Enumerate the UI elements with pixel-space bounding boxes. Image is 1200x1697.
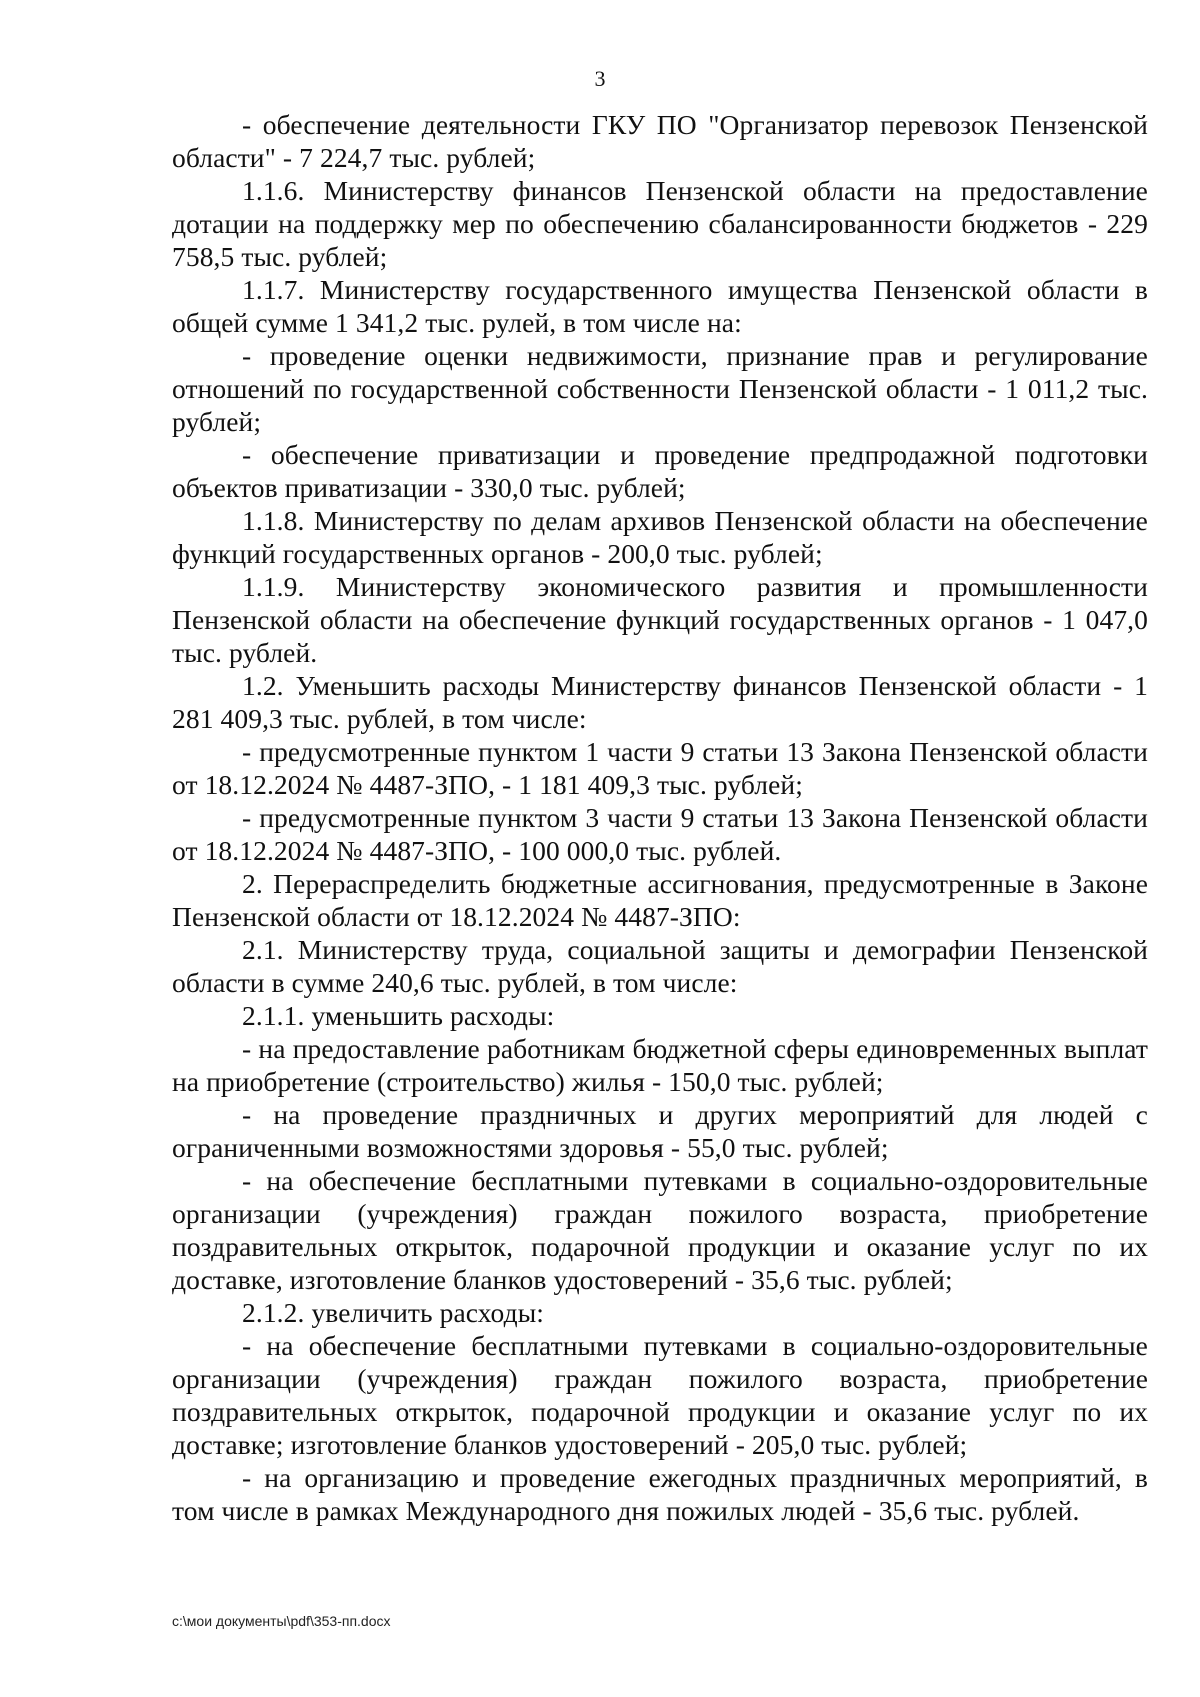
paragraph: - на организацию и проведение ежегодных праздничных мероприятий, в том числе в рамках Международного дня пожилых людей - 35,6 тыс. рублей. [172, 1462, 1148, 1526]
paragraph: 2. Перераспределить бюджетные ассигнования, предусмотренные в Законе Пензенской области от 18.12.2024 № 4487-ЗПО: [172, 868, 1148, 932]
paragraph: 2.1.1. уменьшить расходы: [242, 1000, 555, 1031]
paragraph: - предусмотренные пунктом 3 части 9 статьи 13 Закона Пензенской области от 18.12.2024 № 4487-ЗПО, - 100 000,0 тыс. рублей. [172, 802, 1148, 866]
paragraph: - обеспечение приватизации и проведение предпродажной подготовки объектов приватизации - 330,0 тыс. рублей; [172, 439, 1148, 503]
paragraph: - предусмотренные пунктом 1 части 9 статьи 13 Закона Пензенской области от 18.12.2024 № 4487-ЗПО, - 1 181 409,3 тыс. рублей; [172, 736, 1148, 800]
paragraph: 1.1.6. Министерству финансов Пензенской области на предоставление дотации на поддержку мер по обеспечению сбалансированности бюджетов - 229 758,5 тыс. рублей; [172, 175, 1148, 272]
paragraph: 1.1.8. Министерству по делам архивов Пензенской области на обеспечение функций государственных органов - 200,0 тыс. рублей; [172, 505, 1148, 569]
document-body [172, 108, 1148, 1527]
paragraph: 2.1.2. увеличить расходы: [242, 1297, 545, 1328]
paragraph: - на обеспечение бесплатными путевками в социально-оздоровительные организации (учреждения) граждан пожилого возраста, приобретение поздравительных открыток, подарочной продукции и оказание услуг по их доставке; изготовление бланков удостоверений - 205,0 тыс. рублей; [172, 1330, 1148, 1460]
paragraph: - обеспечение деятельности ГКУ ПО "Организатор перевозок Пензенской области" - 7 224,7 тыс. рублей; [172, 109, 1148, 173]
footer-file-path: c:\мои документы\pdf\353-пп.docx [172, 1613, 391, 1629]
paragraph: - на проведение праздничных и других мероприятий для людей с ограниченными возможностями здоровья - 55,0 тыс. рублей; [172, 1099, 1148, 1163]
paragraph: 2.1. Министерству труда, социальной защиты и демографии Пензенской области в сумме 240,6 тыс. рублей, в том числе: [172, 934, 1148, 998]
paragraph: - на предоставление работникам бюджетной сферы единовременных выплат на приобретение (строительство) жилья - 150,0 тыс. рублей; [172, 1033, 1148, 1097]
paragraph: 1.1.9. Министерству экономического развития и промышленности Пензенской области на обеспечение функций государственных органов - 1 047,0 тыс. рублей. [172, 571, 1148, 668]
paragraph: 1.1.7. Министерству государственного имущества Пензенской области в общей сумме 1 341,2 тыс. рулей, в том числе на: [172, 274, 1148, 338]
paragraph: 1.2. Уменьшить расходы Министерству финансов Пензенской области - 1 281 409,3 тыс. рублей, в том числе: [172, 670, 1148, 734]
paragraph: - проведение оценки недвижимости, признание прав и регулирование отношений по государственной собственности Пензенской области - 1 011,2 тыс. рублей; [172, 340, 1148, 437]
paragraph: - на обеспечение бесплатными путевками в социально-оздоровительные организации (учреждения) граждан пожилого возраста, приобретение поздравительных открыток, подарочной продукции и оказание услуг по их доставке, изготовление бланков удостоверений - 35,6 тыс. рублей; [172, 1165, 1148, 1295]
page-number: 3 [594, 66, 606, 91]
